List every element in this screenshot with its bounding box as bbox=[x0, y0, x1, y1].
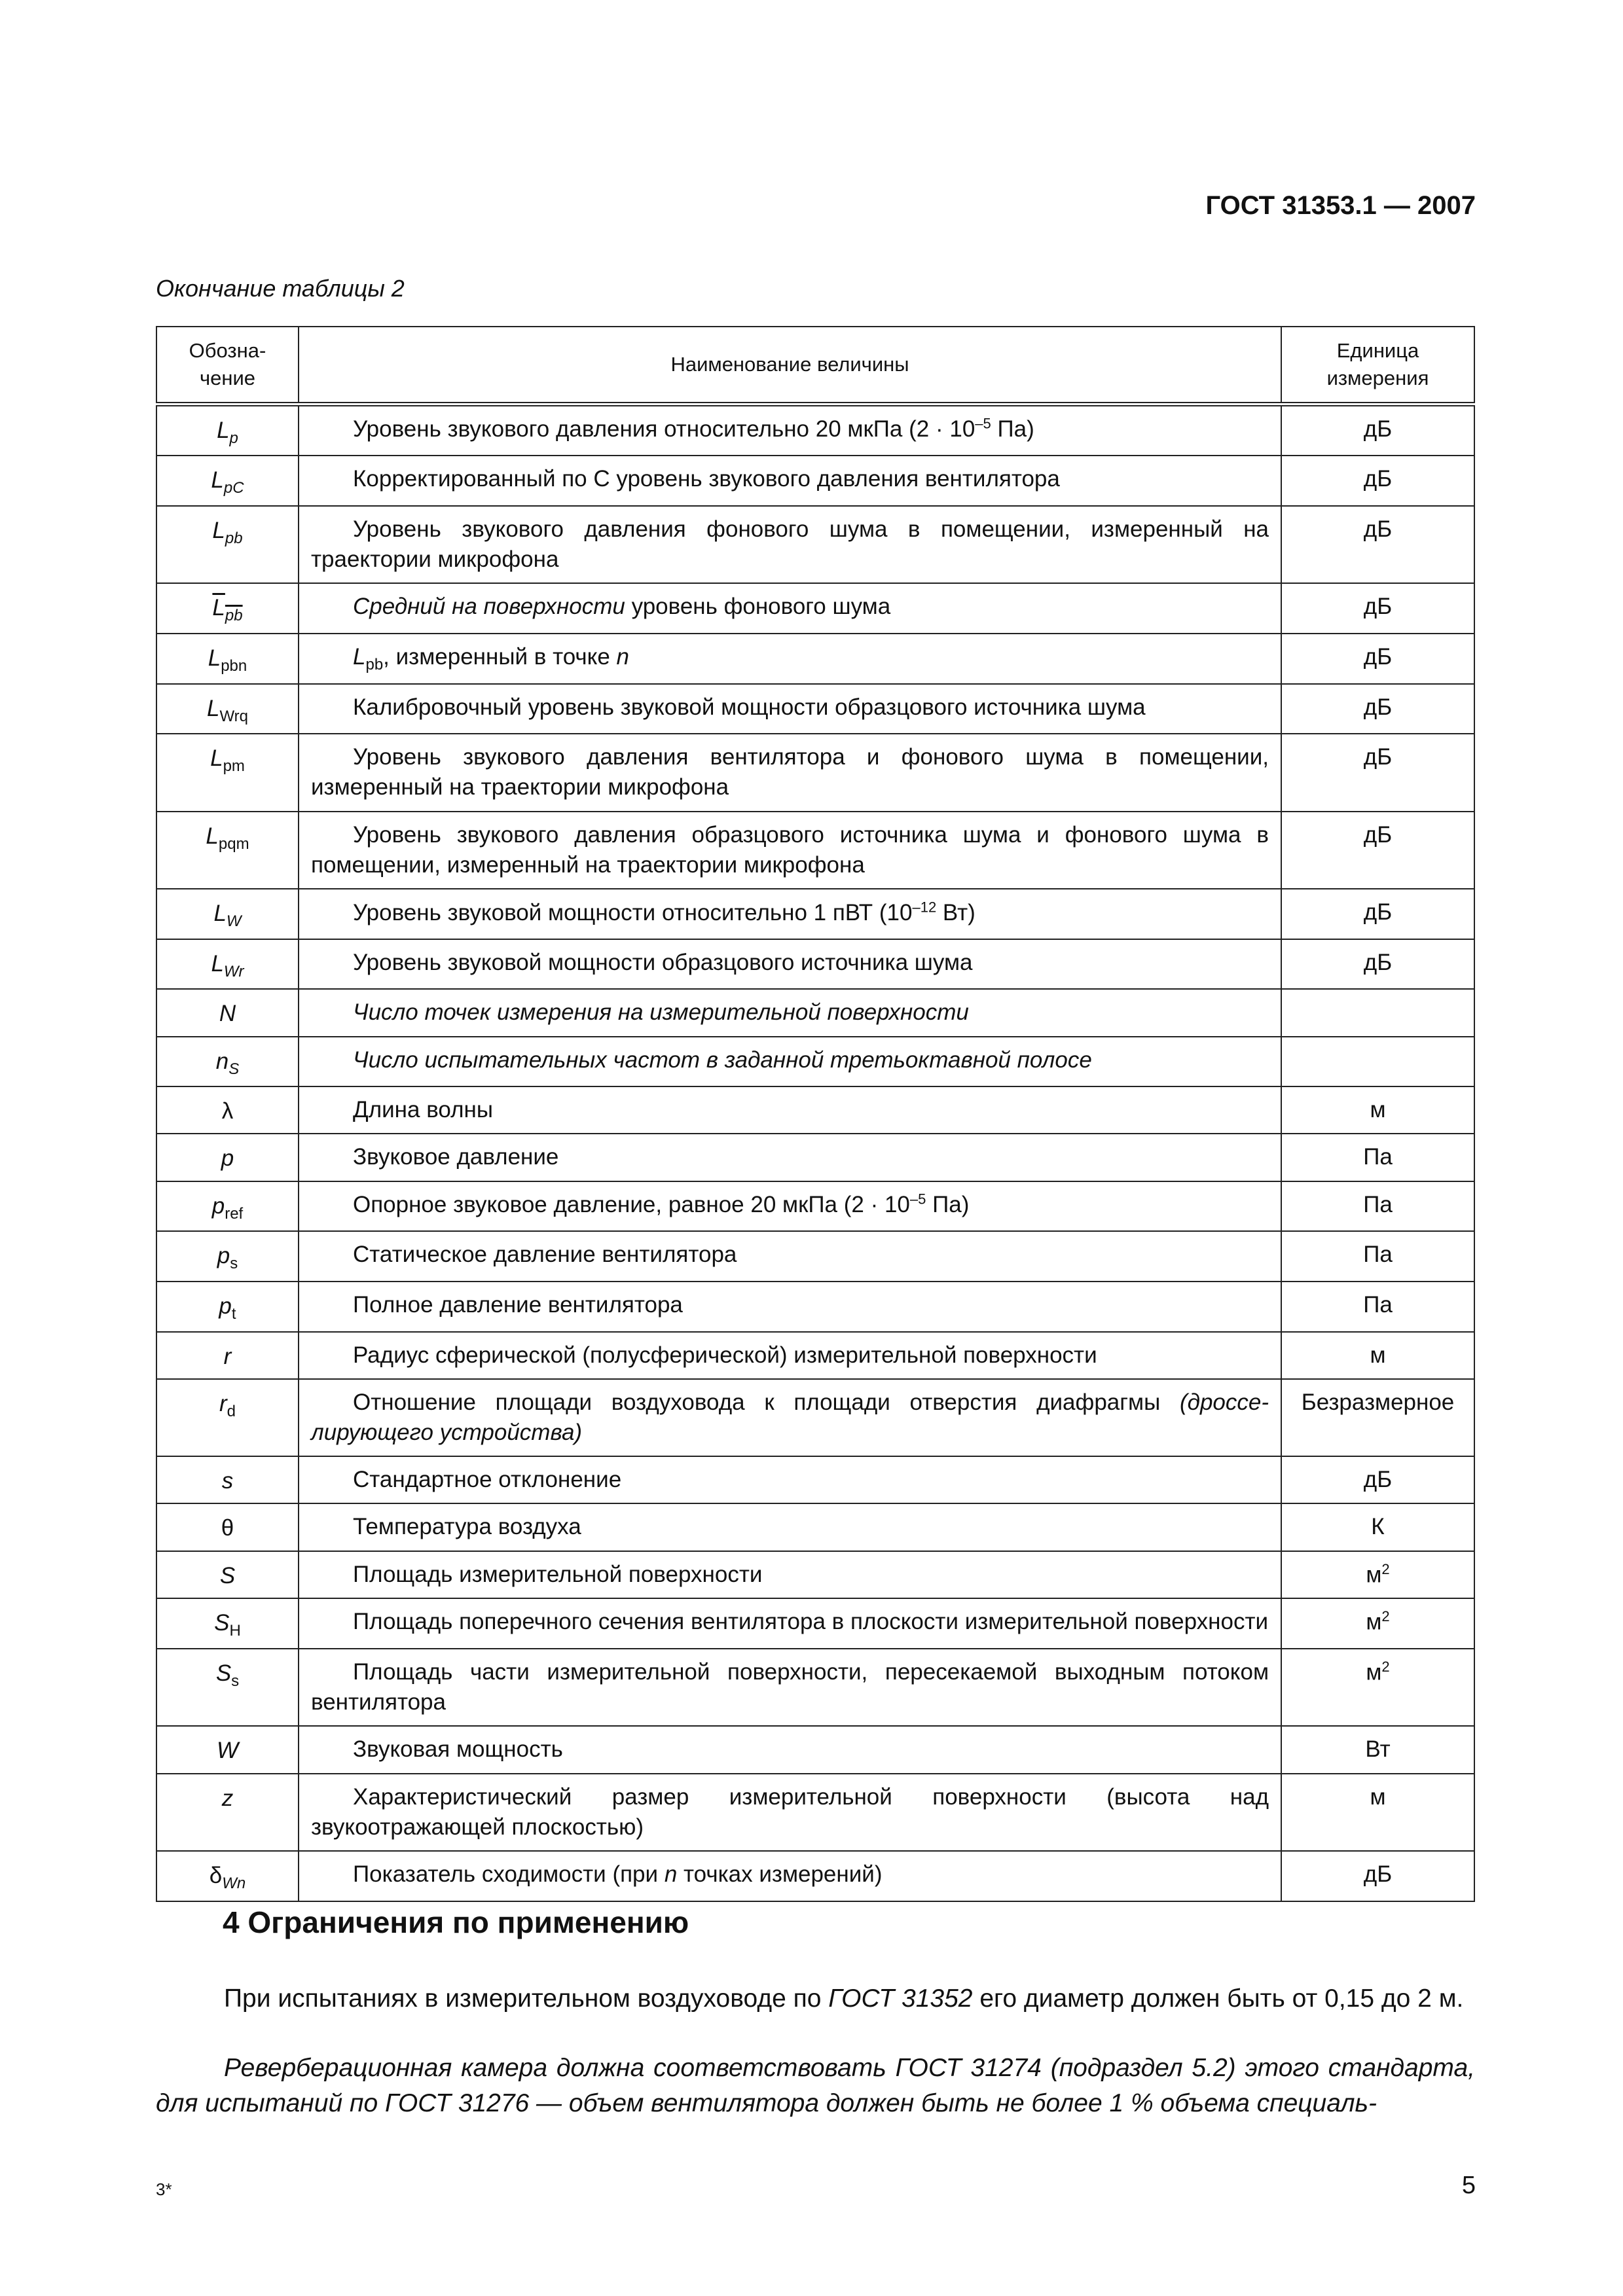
row-name: Число испытательных частот в заданной третьоктавной полосе bbox=[299, 1037, 1281, 1087]
row-unit: Безразмерное bbox=[1281, 1379, 1474, 1456]
row-symbol: $L_{pm}$ bbox=[156, 734, 299, 811]
row-name: Длина волны bbox=[299, 1086, 1281, 1134]
row-symbol: s bbox=[156, 1456, 299, 1503]
row-unit bbox=[1281, 989, 1474, 1036]
row-symbol: $n_S$ bbox=[156, 1037, 299, 1087]
table-row bbox=[156, 1332, 1474, 1379]
row-symbol: $L_{pb}$ bbox=[156, 583, 299, 634]
row-symbol: $p_s$ bbox=[156, 1231, 299, 1282]
row-unit: Па bbox=[1281, 1231, 1474, 1282]
table-caption: Окончание таблицы 2 bbox=[156, 275, 405, 302]
row-unit: Па bbox=[1281, 1181, 1474, 1232]
table-row bbox=[156, 1379, 1474, 1456]
table-row bbox=[156, 456, 1474, 506]
footer-sheet-mark: 3* bbox=[156, 2179, 172, 2199]
document-id: ГОСТ 31353.1 — 2007 bbox=[1205, 191, 1476, 220]
table-row bbox=[156, 1598, 1474, 1649]
row-name: Уровень звукового давления вентилятора и фонового шума в помещении, измеренный на траектории микрофона bbox=[299, 734, 1281, 811]
row-unit: м bbox=[1281, 1774, 1474, 1851]
row-symbol: W bbox=[156, 1726, 299, 1773]
row-name: Площадь поперечного сечения вентилятора в плоскости измерительной поверхности bbox=[299, 1598, 1281, 1649]
row-symbol: p bbox=[156, 1134, 299, 1181]
table-row bbox=[156, 734, 1474, 811]
table-row bbox=[156, 583, 1474, 634]
row-symbol: $\delta_{Wn}$ bbox=[156, 1851, 299, 1901]
table-body bbox=[156, 404, 1474, 1901]
table-row bbox=[156, 1551, 1474, 1599]
table-row bbox=[156, 1503, 1474, 1551]
table-row bbox=[156, 1086, 1474, 1134]
row-name: Число точек измерения на измерительной поверхности bbox=[299, 989, 1281, 1036]
row-name: Уровень звукового давления относительно 20 мкПа ($2 \cdot 10^{-5}$ Па) bbox=[299, 404, 1281, 456]
row-name: $L_{pb}$, измеренный в точке n bbox=[299, 634, 1281, 684]
row-name: Уровень звуковой мощности образцового источника шума bbox=[299, 939, 1281, 990]
row-name: Стандартное отклонение bbox=[299, 1456, 1281, 1503]
row-name: Показатель сходимости (при n точках измерений) bbox=[299, 1851, 1281, 1901]
row-name: Уровень звуковой мощности относительно 1 пВТ ($10^{-12}$ Вт) bbox=[299, 889, 1281, 939]
row-unit: К bbox=[1281, 1503, 1474, 1551]
table-row bbox=[156, 1726, 1474, 1773]
row-unit: дБ bbox=[1281, 583, 1474, 634]
table-row bbox=[156, 1851, 1474, 1901]
table-row bbox=[156, 404, 1474, 456]
header-name: Наименование величины bbox=[299, 327, 1281, 404]
table-row bbox=[156, 506, 1474, 583]
table-row bbox=[156, 989, 1474, 1036]
row-unit: дБ bbox=[1281, 734, 1474, 811]
row-unit: дБ bbox=[1281, 1851, 1474, 1901]
table-row bbox=[156, 1181, 1474, 1232]
row-unit: дБ bbox=[1281, 812, 1474, 889]
page-number: 5 bbox=[1461, 2172, 1476, 2199]
section-title: 4 Ограничения по применению bbox=[223, 1905, 689, 1939]
row-symbol: S bbox=[156, 1551, 299, 1599]
row-symbol: $L_{Wr}$ bbox=[156, 939, 299, 990]
row-name: Корректированный по С уровень звукового давления вентилятора bbox=[299, 456, 1281, 506]
table-row bbox=[156, 634, 1474, 684]
row-symbol: $L_{pbn}$ bbox=[156, 634, 299, 684]
header-symbol: Обозна- чение bbox=[156, 327, 299, 404]
row-name: Температура воздуха bbox=[299, 1503, 1281, 1551]
table-row bbox=[156, 684, 1474, 734]
table-row bbox=[156, 1456, 1474, 1503]
row-symbol: $L_{pb}$ bbox=[156, 506, 299, 583]
row-unit: м bbox=[1281, 1086, 1474, 1134]
row-unit: $м^2$ bbox=[1281, 1649, 1474, 1726]
row-name: Площадь части измерительной поверхности, пересекаемой выходным потоком вентилятора bbox=[299, 1649, 1281, 1726]
row-symbol: z bbox=[156, 1774, 299, 1851]
row-unit: дБ bbox=[1281, 889, 1474, 939]
table-row bbox=[156, 1134, 1474, 1181]
table-row bbox=[156, 1774, 1474, 1851]
row-unit: $м^2$ bbox=[1281, 1598, 1474, 1649]
paragraph-1: При испытаниях в измерительном воздуховоде по ГОСТ 31352 его диаметр должен быть от 0,15 до 2 м. bbox=[224, 1984, 1464, 2013]
row-unit: дБ bbox=[1281, 456, 1474, 506]
table-row bbox=[156, 1231, 1474, 1282]
row-name: Радиус сферической (полусферической) измерительной поверхности bbox=[299, 1332, 1281, 1379]
row-symbol: $r_d$ bbox=[156, 1379, 299, 1456]
table-row bbox=[156, 812, 1474, 889]
row-name: Площадь измерительной поверхности bbox=[299, 1551, 1281, 1599]
row-name: Статическое давление вентилятора bbox=[299, 1231, 1281, 1282]
row-symbol: $L_{pqm}$ bbox=[156, 812, 299, 889]
row-name: Средний на поверхности уровень фонового шума bbox=[299, 583, 1281, 634]
row-name: Опорное звуковое давление, равное 20 мкПа ($2 \cdot 10^{-5}$ Па) bbox=[299, 1181, 1281, 1232]
row-symbol: $L_p$ bbox=[156, 404, 299, 456]
row-unit: дБ bbox=[1281, 506, 1474, 583]
row-name: Уровень звукового давления фонового шума в помещении, измеренный на траектории микрофона bbox=[299, 506, 1281, 583]
row-symbol: N bbox=[156, 989, 299, 1036]
row-symbol: $S_s$ bbox=[156, 1649, 299, 1726]
row-name: Звуковое давление bbox=[299, 1134, 1281, 1181]
row-name: Калибровочный уровень звуковой мощности образцового источника шума bbox=[299, 684, 1281, 734]
table-row bbox=[156, 889, 1474, 939]
row-unit: дБ bbox=[1281, 684, 1474, 734]
table-row bbox=[156, 1649, 1474, 1726]
table-header-row bbox=[156, 327, 1474, 404]
row-unit bbox=[1281, 1037, 1474, 1087]
row-unit: Вт bbox=[1281, 1726, 1474, 1773]
row-unit: дБ bbox=[1281, 634, 1474, 684]
row-unit: дБ bbox=[1281, 404, 1474, 456]
row-unit: Па bbox=[1281, 1134, 1474, 1181]
row-symbol: $L_W$ bbox=[156, 889, 299, 939]
row-unit: $м^2$ bbox=[1281, 1551, 1474, 1599]
row-unit: м bbox=[1281, 1332, 1474, 1379]
table-row bbox=[156, 1282, 1474, 1332]
header-unit: Единица измерения bbox=[1281, 327, 1474, 404]
row-unit: дБ bbox=[1281, 939, 1474, 990]
row-symbol: r bbox=[156, 1332, 299, 1379]
row-symbol: $L_{Wrq}$ bbox=[156, 684, 299, 734]
row-name: Полное давление вентилятора bbox=[299, 1282, 1281, 1332]
row-name: Характеристический размер измерительной поверхности (высота над звукоотражающей плоскостью) bbox=[299, 1774, 1281, 1851]
row-symbol: $p_t$ bbox=[156, 1282, 299, 1332]
table-row bbox=[156, 1037, 1474, 1087]
row-symbol: $S_H$ bbox=[156, 1598, 299, 1649]
row-unit: дБ bbox=[1281, 1456, 1474, 1503]
row-symbol: $p_{ref}$ bbox=[156, 1181, 299, 1232]
row-symbol: λ bbox=[156, 1086, 299, 1134]
table-row bbox=[156, 939, 1474, 990]
row-name: Отношение площади воздуховода к площади отверстия диафрагмы (дроссе-лирующего устройства) bbox=[299, 1379, 1281, 1456]
row-name: Уровень звукового давления образцового источника шума и фонового шума в помещении, измеренный на траектории микрофона bbox=[299, 812, 1281, 889]
row-symbol: θ bbox=[156, 1503, 299, 1551]
row-name: Звуковая мощность bbox=[299, 1726, 1281, 1773]
row-unit: Па bbox=[1281, 1282, 1474, 1332]
paragraph-2: Реверберационная камера должна соответствовать ГОСТ 31274 (подраздел 5.2) этого стандарта, для испытаний по ГОСТ 31276 — объем вентилятора должен быть не более 1 % объема специаль- bbox=[156, 2054, 1475, 2117]
row-symbol: $L_{pC}$ bbox=[156, 456, 299, 506]
symbols-table bbox=[156, 326, 1475, 1902]
